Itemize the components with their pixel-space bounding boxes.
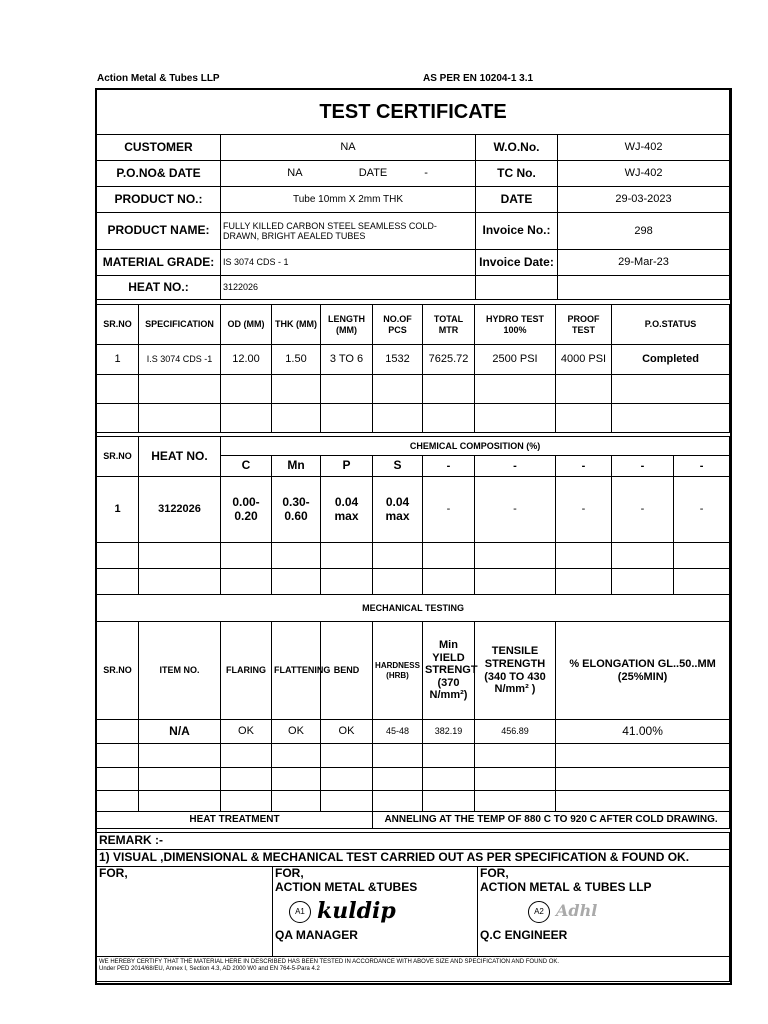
certification-footer [97, 957, 730, 982]
for-label: FOR, [275, 866, 304, 880]
for-label: FOR, [480, 866, 509, 880]
table-row [97, 720, 730, 744]
chem-value: - [674, 477, 730, 543]
qa-signature: kuldip [317, 897, 396, 924]
element-header: - [475, 456, 556, 477]
invoice-date-value: 29-Mar-23 [558, 250, 730, 276]
qa-company: ACTION METAL &TUBES [275, 879, 418, 894]
customer-value: NA [221, 135, 476, 161]
dims-header: SPECIFICATION [139, 305, 221, 345]
mech-header: FLATTENING [272, 622, 321, 720]
mech-cell: 45-48 [373, 720, 423, 744]
qc-signature: Adhl [556, 901, 598, 921]
dims-header: OD (MM) [221, 305, 272, 345]
chem-value: - [556, 477, 612, 543]
dims-header: NO.OF PCS [373, 305, 423, 345]
invoice-date-label: Invoice Date: [476, 250, 558, 276]
dims-cell: 1.50 [272, 345, 321, 375]
wo-label: W.O.No. [476, 135, 558, 161]
mech-header: HARDNESS (HRB) [373, 622, 423, 720]
invoice-no-label: Invoice No.: [476, 213, 558, 250]
dims-cell: 12.00 [221, 345, 272, 375]
footer-line-2: Under PED 2014/68/EU, Annex I, Section 4.3, AD 2000 W0 and EN 764-5-Para 4.2 [99, 965, 320, 972]
chem-value: - [423, 477, 475, 543]
element-header: C [221, 456, 272, 477]
element-header: - [556, 456, 612, 477]
product-no-value: Tube 10mm X 2mm THK [221, 187, 476, 213]
element-header: Mn [272, 456, 321, 477]
mech-header: FLARING [221, 622, 272, 720]
mechanical-table [96, 594, 730, 829]
chem-value: 0.04 max [373, 477, 423, 543]
dims-header: P.O.STATUS [612, 305, 730, 345]
element-header: P [321, 456, 373, 477]
element-header: - [612, 456, 674, 477]
dims-header: PROOF TEST [556, 305, 612, 345]
chem-heat: 3122026 [139, 477, 221, 543]
page-title: TEST CERTIFICATE [97, 90, 730, 135]
element-header: S [373, 456, 423, 477]
invoice-no-value: 298 [558, 213, 730, 250]
dims-header: THK (MM) [272, 305, 321, 345]
chem-title: CHEMICAL COMPOSITION (%) [221, 437, 730, 456]
tc-value: WJ-402 [558, 161, 730, 187]
tc-label: TC No. [476, 161, 558, 187]
mech-cell: OK [321, 720, 373, 744]
mech-header: BEND [321, 622, 373, 720]
mech-cell: OK [221, 720, 272, 744]
mech-cell: 41.00% [556, 720, 730, 744]
dims-cell: 3 TO 6 [321, 345, 373, 375]
mech-cell: 456.89 [475, 720, 556, 744]
po-label: P.O.NO& DATE [97, 161, 221, 187]
po-date-label: DATE [358, 167, 388, 180]
chem-value: 0.04 max [321, 477, 373, 543]
dimensions-table [96, 304, 730, 433]
chem-value: 0.00-0.20 [221, 477, 272, 543]
chem-value: 0.30-0.60 [272, 477, 321, 543]
signature-block-3 [478, 867, 730, 957]
stamp-a2: A2 [528, 901, 550, 923]
chem-srno-label: SR.NO [97, 437, 139, 477]
signature-block-2 [273, 867, 478, 957]
dims-cell: Completed [612, 345, 730, 375]
product-name-label: PRODUCT NAME: [97, 213, 221, 250]
chem-value: - [612, 477, 674, 543]
mech-cell: N/A [139, 720, 221, 744]
date-value: 29-03-2023 [558, 187, 730, 213]
mech-header: ITEM NO. [139, 622, 221, 720]
po-value: NA [287, 167, 303, 180]
mech-header: % ELONGATION GL..50..MM (25%MIN) [556, 622, 730, 720]
product-no-label: PRODUCT NO.: [97, 187, 221, 213]
po-date-value: - [424, 167, 428, 180]
dims-cell: 2500 PSI [475, 345, 556, 375]
heat-label: HEAT NO.: [97, 276, 221, 300]
date-label: DATE [476, 187, 558, 213]
mech-header: TENSILE STRENGTH (340 TO 430 N/mm² ) [475, 622, 556, 720]
dims-cell: I.S 3074 CDS -1 [139, 345, 221, 375]
dims-cell: 7625.72 [423, 345, 475, 375]
stamp-a1: A1 [289, 901, 311, 923]
remark-label: REMARK :- [97, 833, 730, 850]
table-row [97, 345, 730, 375]
signature-block-1 [97, 867, 273, 957]
dims-cell: 1 [97, 345, 139, 375]
standard-label: AS PER EN 10204-1 3.1 [423, 73, 534, 84]
chemical-table [96, 436, 730, 595]
heat-value: 3122026 [221, 276, 476, 300]
mech-cell: OK [272, 720, 321, 744]
info-table [96, 89, 730, 300]
dims-header: TOTAL MTR [423, 305, 475, 345]
mech-cell [97, 720, 139, 744]
element-header: - [423, 456, 475, 477]
heat-treatment-value: ANNELING AT THE TEMP OF 880 C TO 920 C AFTER COLD DRAWING. [373, 812, 730, 829]
dims-header: SR.NO [97, 305, 139, 345]
po-cell [221, 161, 476, 187]
mech-cell: 382.19 [423, 720, 475, 744]
qa-role: QA MANAGER [275, 927, 358, 942]
product-name-value: FULLY KILLED CARBON STEEL SEAMLESS COLD-DRAWN, BRIGHT AEALED TUBES [221, 213, 476, 250]
wo-value: WJ-402 [558, 135, 730, 161]
mech-header: SR.NO [97, 622, 139, 720]
chem-srno: 1 [97, 477, 139, 543]
customer-label: CUSTOMER [97, 135, 221, 161]
dims-cell: 4000 PSI [556, 345, 612, 375]
chem-heat-label: HEAT NO. [139, 437, 221, 477]
qc-company: ACTION METAL & TUBES LLP [480, 879, 652, 894]
table-row [97, 477, 730, 543]
grade-label: MATERIAL GRADE: [97, 250, 221, 276]
chem-value: - [475, 477, 556, 543]
heat-treatment-label: HEAT TREATMENT [97, 812, 373, 829]
footer-line-1: WE HEREBY CERTIFY THAT THE MATERIAL HERE IN DESCRIBED HAS BEEN TESTED IN ACCORDANCE WITH ABOVE SIZE AND SPECIFICATION AND FOUND OK. [99, 959, 560, 965]
grade-value: IS 3074 CDS - 1 [221, 250, 476, 276]
mech-header: Min YIELD STRENGT (370 N/mm²) [423, 622, 475, 720]
for-label: FOR, [99, 866, 128, 880]
element-header: - [674, 456, 730, 477]
remarks-table [96, 832, 730, 982]
dims-header: HYDRO TEST 100% [475, 305, 556, 345]
mech-title: MECHANICAL TESTING [97, 595, 730, 622]
dims-header: LENGTH (MM) [321, 305, 373, 345]
qc-role: Q.C ENGINEER [480, 927, 568, 942]
company-name: Action Metal & Tubes LLP [97, 73, 220, 84]
remark-text: 1) VISUAL ,DIMENSIONAL & MECHANICAL TEST CARRIED OUT AS PER SPECIFICATION & FOUND OK. [97, 850, 730, 867]
dims-cell: 1532 [373, 345, 423, 375]
